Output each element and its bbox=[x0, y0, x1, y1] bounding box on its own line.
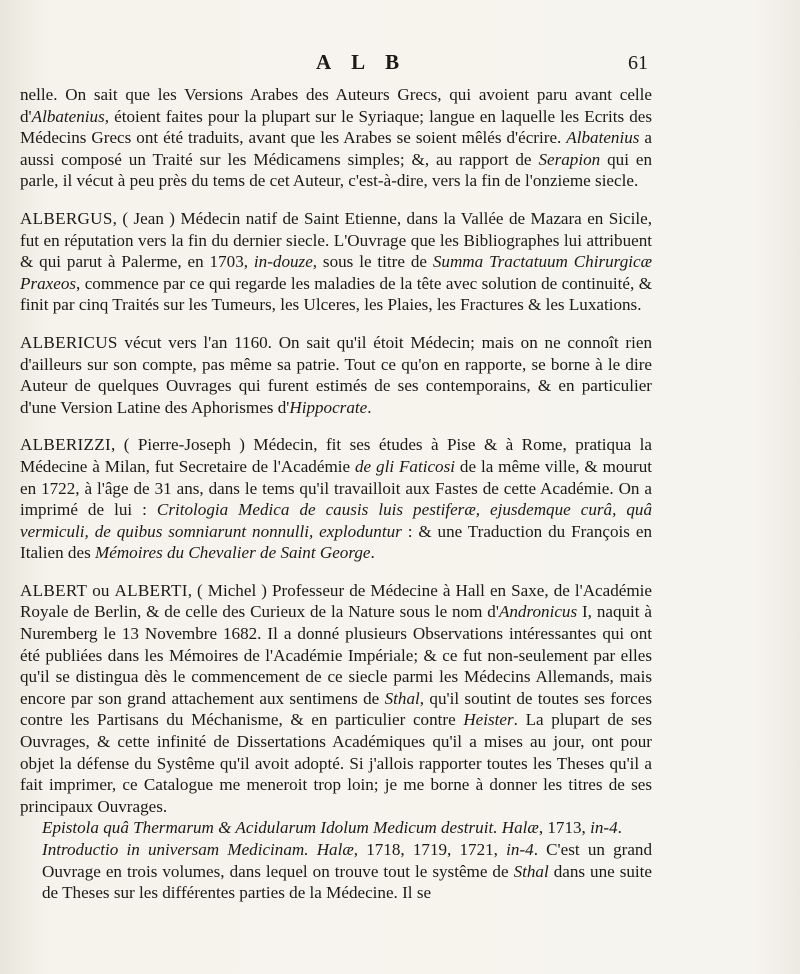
italic-run: in-douze bbox=[253, 252, 313, 272]
italic-run: Epistola quâ Thermarum & Acidularum Idolum Medicum destruit. Halæ bbox=[42, 818, 539, 838]
entry-albericus bbox=[20, 332, 652, 418]
text-run: ou bbox=[87, 580, 115, 600]
italic-run: Sthal bbox=[513, 861, 549, 881]
text-run: . bbox=[367, 397, 372, 417]
italic-run: Critologia Medica de causis luis pestiferæ, ejusdemque curâ, quâ vermiculi, de quibus somniarunt nonnulli, exploduntur bbox=[20, 500, 652, 541]
text-run: , ( Michel ) Professeur de Médecine à Hall en Saxe, de l'Académie Royale de Berlin, & de celle des Curieux de la Nature sous le nom d' bbox=[20, 580, 653, 622]
italic-run: de gli Faticosi bbox=[354, 456, 455, 476]
page-number: 61 bbox=[628, 52, 648, 74]
text-run: de la même ville, & mourut en 1722, à l'âge de 31 ans, dans le tems qu'il travailloit aux Fastes de cette Académie. On a imprimé de lui : bbox=[20, 456, 652, 520]
entry-headword: ALBERICUS bbox=[20, 332, 118, 352]
text-run: vécut vers l'an 1160. On sait qu'il étoit Médecin; mais on ne connoît rien d'ailleurs sur son compte, pas même sa patrie. Tout ce qu'on en rapporte, se borne à le dire Auteur de quelques Ouvrages qui furent estimés de ses contemporains, & en particulier d'une Version Latine des Aphorismes d' bbox=[20, 332, 652, 417]
italic-run: Serapion bbox=[538, 149, 601, 169]
italic-run: in-4 bbox=[506, 840, 534, 859]
entry-albert bbox=[20, 580, 652, 818]
text-run: , étoient faites pour la plupart sur le Syriaque; langue en laquelle les Ecrits des Médecins Grecs ont été traduits, avant que les Arabes se soient mêlés d'écrire. bbox=[20, 106, 652, 148]
text-run: : & une Traduction du François en Italien des bbox=[20, 521, 652, 563]
work-citation-2 bbox=[20, 839, 652, 904]
page-header bbox=[0, 50, 800, 78]
text-run: , commence par ce qui regarde les maladies de la tête avec solution de continuité, & finit par cinq Traités sur les Tumeurs, les Ulceres, les Plaies, les Fractures & les Luxations. bbox=[20, 273, 652, 315]
text-run: dans une suite de Theses sur les différentes parties de la Médecine. Il se bbox=[42, 861, 652, 903]
intro-paragraph bbox=[20, 84, 652, 192]
italic-run: Mémoires du Chevalier de Saint George bbox=[95, 543, 371, 563]
italic-run: Introductio in universam Medicinam. Halæ bbox=[42, 840, 354, 859]
text-run: , qu'il soutint de toutes ses forces contre les Partisans du Méchanisme, & en particulier contre bbox=[20, 688, 652, 730]
entry-albergus bbox=[20, 208, 652, 316]
text-run: , ( Jean ) Médecin natif de Saint Etienne, dans la Vallée de Mazara en Sicile, fut en réputation vers la fin du dernier siecle. L'Ouvrage que les Bibliographes lui attribuent & qui parut à Palerme, en 1703, bbox=[20, 208, 652, 272]
text-run: nelle. On sait que les Versions Arabes des Auteurs Grecs, qui avoient paru avant celle d' bbox=[20, 85, 652, 126]
italic-run: in-4 bbox=[590, 818, 618, 838]
italic-run: Albatenius bbox=[31, 106, 105, 126]
text-run: , ( Pierre-Joseph ) Médecin, fit ses études à Pise & à Rome, pratiqua la Médecine à Milan, fut Secretaire de l'Académie bbox=[20, 435, 652, 476]
text-run: , 1718, 1719, 1721, bbox=[353, 840, 507, 859]
text-run: . La plupart de ses Ouvrages, & cette infinité de Dissertations Académiques qu'il a mises au jour, ont pour objet la défense du Systême qu'il avoit adopté. Si j'allois rapporter toutes les Theses qu'il a fait imprimer, ce Catalogue me meneroit trop loin; je me borne à donner les titres de ses principaux Ouvrages. bbox=[20, 710, 652, 816]
text-run: a aussi composé un Traité sur les Médicamens simples; &, au rapport de bbox=[20, 128, 652, 169]
entry-headword: ALBERIZZI bbox=[20, 435, 111, 455]
text-run: qui en parle, il vécut à peu près du tems de cet Auteur, c'est-à-dire, vers la fin de l'onzieme siecle. bbox=[20, 149, 652, 191]
entry-headword: ALBERGUS bbox=[20, 208, 113, 228]
text-run: . bbox=[617, 818, 622, 838]
italic-run: Andronicus bbox=[498, 602, 578, 622]
italic-run: Albatenius bbox=[566, 128, 640, 148]
italic-run: Heister bbox=[463, 710, 514, 730]
entry-headword: ALBERT bbox=[20, 580, 88, 600]
entry-headword-variant: ALBERTI bbox=[114, 580, 188, 600]
italic-run: Summa Tractatuum Chirurgicæ Praxeos bbox=[20, 252, 652, 293]
text-run: . bbox=[370, 543, 375, 563]
work-citation-1 bbox=[20, 817, 652, 839]
running-head: ALB bbox=[316, 50, 420, 74]
italic-run: Sthal bbox=[384, 688, 420, 708]
text-run: . C'est un grand Ouvrage en trois volumes, dans lequel on trouve tout le systême de bbox=[42, 840, 653, 881]
text-run: , 1713, bbox=[538, 818, 591, 838]
text-run: I, naquit à Nuremberg le 13 Novembre 1682. Il a donné plusieurs Observations intéressantes qui ont été publiées dans les Mémoires de l'Académie Impériale; & ce fut non-seulement par elles qu'il se distingua dès le commencement de ce siecle parmi les Médecins Allemands, mais encore par son grand attachement aux sentimens de bbox=[20, 602, 652, 708]
page-body bbox=[20, 84, 652, 904]
entry-alberizzi bbox=[20, 434, 652, 564]
italic-run: Hippocrate bbox=[289, 397, 368, 417]
text-run: , sous le titre de bbox=[312, 252, 433, 272]
